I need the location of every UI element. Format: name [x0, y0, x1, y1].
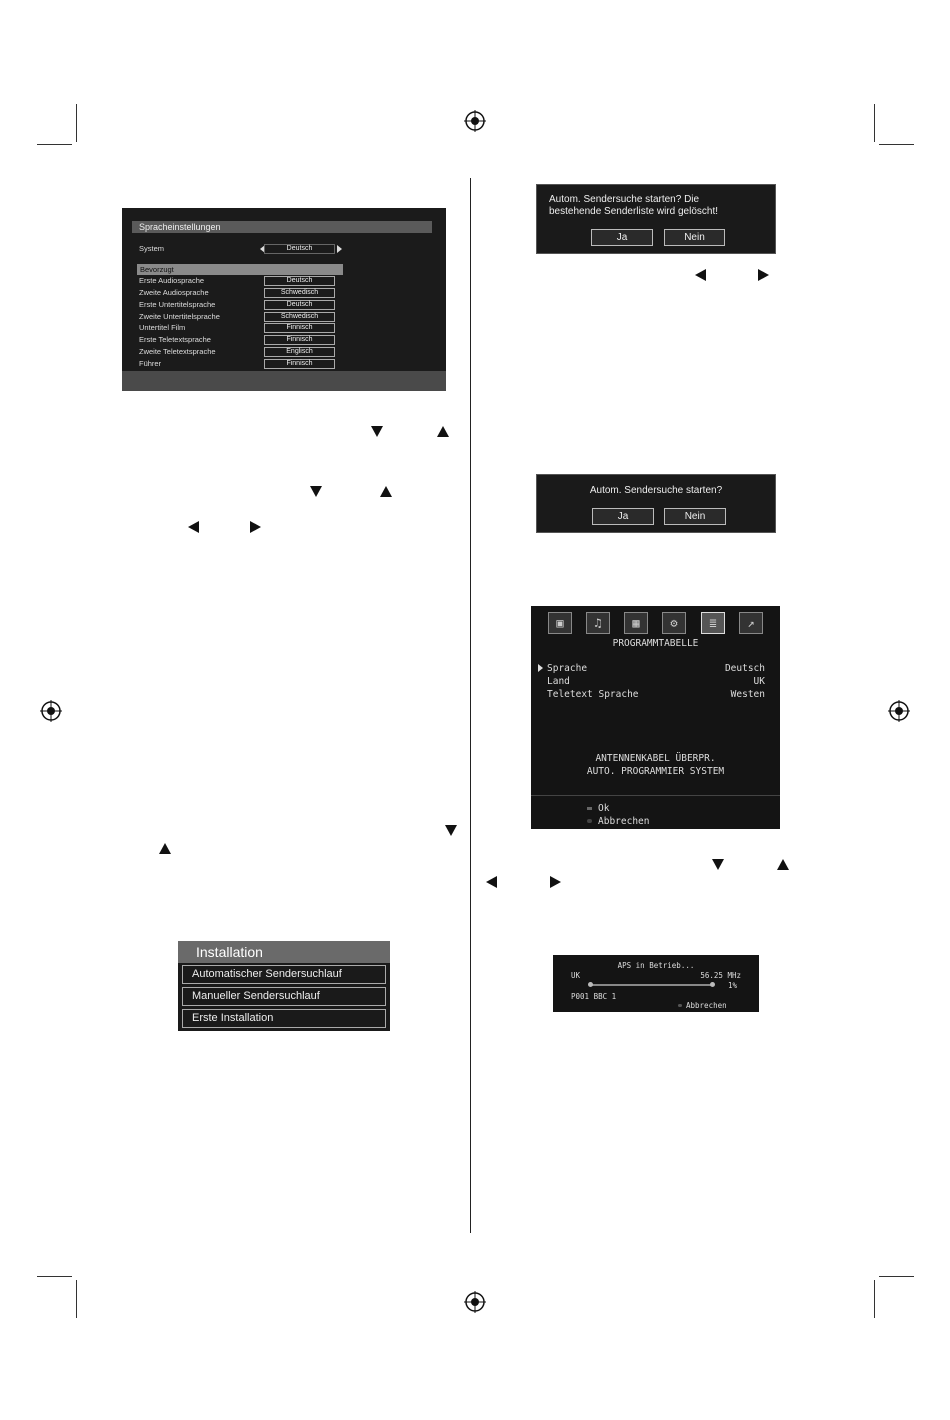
language-settings-screen	[122, 208, 446, 391]
registration-mark-icon	[464, 1291, 486, 1313]
row-label[interactable]: Sprache	[547, 663, 588, 674]
row-label: Erste Untertitelsprache	[139, 300, 216, 309]
row-label: Zweite Audiosprache	[139, 288, 209, 297]
crop-mark	[37, 1276, 72, 1277]
row-value[interactable]: Deutsch	[724, 663, 765, 674]
registration-mark-icon	[40, 700, 62, 722]
progress-track	[590, 984, 712, 986]
column-divider	[470, 178, 471, 1233]
installation-title: Installation	[178, 941, 390, 963]
installation-menu	[178, 941, 390, 1031]
crop-mark	[879, 144, 914, 145]
row-value[interactable]: UK	[753, 676, 765, 687]
row-label[interactable]: Teletext Sprache	[547, 689, 639, 700]
arrow-down-icon	[310, 486, 322, 497]
settings-icon[interactable]: ⚙	[662, 612, 686, 634]
row-value[interactable]: Englisch	[264, 347, 335, 357]
sound-icon[interactable]: ♫	[586, 612, 610, 634]
row-label: Zweite Untertitelsprache	[139, 312, 220, 321]
crop-mark	[879, 1276, 914, 1277]
frequency-label: 56.25 MHz	[700, 971, 741, 980]
arrow-right-icon	[550, 876, 561, 888]
crop-mark	[874, 104, 875, 142]
arrow-left-icon	[695, 269, 706, 281]
cancel-key-icon	[587, 819, 592, 823]
registration-mark-icon	[888, 700, 910, 722]
row-label: Erste Teletextsprache	[139, 335, 211, 344]
progress-start-dot	[588, 982, 593, 987]
aps-progress-screen	[553, 955, 759, 1012]
row-label: Erste Audiosprache	[139, 276, 205, 285]
source-icon[interactable]: ↗	[739, 612, 763, 634]
system-label: System	[139, 244, 165, 253]
no-button[interactable]: Nein	[664, 229, 725, 246]
dialog-message-line1: Autom. Sendersuche starten? Die	[549, 194, 700, 205]
channel-label: P001 BBC 1	[571, 992, 617, 1001]
row-value[interactable]: Schwedisch	[264, 312, 335, 322]
row-label[interactable]: Land	[547, 676, 570, 687]
row-value[interactable]: Finnisch	[264, 359, 335, 369]
program-table-screen	[531, 606, 780, 829]
arrow-left-icon	[486, 876, 497, 888]
row-label: Führer	[139, 359, 162, 368]
progress-end-dot	[710, 982, 715, 987]
selection-arrow-icon	[538, 664, 543, 672]
arrow-up-icon	[380, 486, 392, 497]
cancel-label[interactable]: Abbrechen	[598, 816, 650, 827]
crop-mark	[37, 144, 72, 145]
delete-list-dialog	[536, 184, 776, 254]
menu-item-manual-scan[interactable]: Manueller Sendersuchlauf	[182, 987, 386, 1006]
row-value[interactable]: Deutsch	[264, 276, 335, 286]
cancel-label[interactable]: Abbrechen	[686, 1001, 727, 1010]
separator	[531, 795, 780, 796]
registration-mark-icon	[464, 110, 486, 132]
cancel-key-icon	[678, 1004, 682, 1007]
row-value[interactable]: Deutsch	[264, 300, 335, 310]
dialog-message: Autom. Sendersuche starten?	[589, 485, 723, 496]
screen-footer	[122, 371, 446, 391]
arrow-left-icon	[188, 521, 199, 533]
menu-item-first-installation[interactable]: Erste Installation	[182, 1009, 386, 1028]
arrow-up-icon	[777, 859, 789, 870]
row-value[interactable]: Finnisch	[264, 323, 335, 333]
crop-mark	[874, 1280, 875, 1318]
aps-title: APS in Betrieb...	[617, 961, 695, 970]
ok-label[interactable]: Ok	[598, 803, 610, 814]
preferred-section-bar: Bevorzugt	[137, 264, 343, 275]
start-scan-dialog	[536, 474, 776, 533]
arrow-up-icon	[159, 843, 171, 854]
crop-mark	[76, 1280, 77, 1318]
system-value[interactable]: Deutsch	[264, 244, 335, 254]
row-value[interactable]: Schwedisch	[264, 288, 335, 298]
yes-button[interactable]: Ja	[592, 508, 654, 525]
yes-button[interactable]: Ja	[591, 229, 653, 246]
language-settings-title: Spracheinstellungen	[132, 221, 432, 233]
notice-line1: ANTENNENKABEL ÜBERPR.	[595, 753, 716, 764]
arrow-down-icon	[371, 426, 383, 437]
row-value[interactable]: Westen	[730, 689, 765, 700]
no-button[interactable]: Nein	[664, 508, 726, 525]
crop-mark	[76, 104, 77, 142]
arrow-up-icon	[437, 426, 449, 437]
picture-icon[interactable]: ▣	[548, 612, 572, 634]
notice-line2: AUTO. PROGRAMMIER SYSTEM	[586, 766, 725, 777]
menu-item-auto-scan[interactable]: Automatischer Sendersuchlauf	[182, 965, 386, 984]
arrow-right-icon	[250, 521, 261, 533]
percent-label: 1%	[727, 981, 737, 990]
arrow-right-icon	[758, 269, 769, 281]
dialog-message-line2: bestehende Senderliste wird gelöscht!	[549, 206, 718, 217]
program-table-title: PROGRAMMTABELLE	[612, 638, 699, 649]
arrow-down-icon	[445, 825, 457, 836]
program-table-icon[interactable]: ≣	[701, 612, 725, 634]
feature-icon[interactable]: ▦	[624, 612, 648, 634]
arrow-right-icon[interactable]	[337, 245, 342, 253]
arrow-down-icon	[712, 859, 724, 870]
row-value[interactable]: Finnisch	[264, 335, 335, 345]
row-label: Untertitel Film	[139, 323, 186, 332]
row-label: Zweite Teletextsprache	[139, 347, 216, 356]
ok-key-icon	[587, 807, 592, 810]
country-label: UK	[571, 971, 581, 980]
